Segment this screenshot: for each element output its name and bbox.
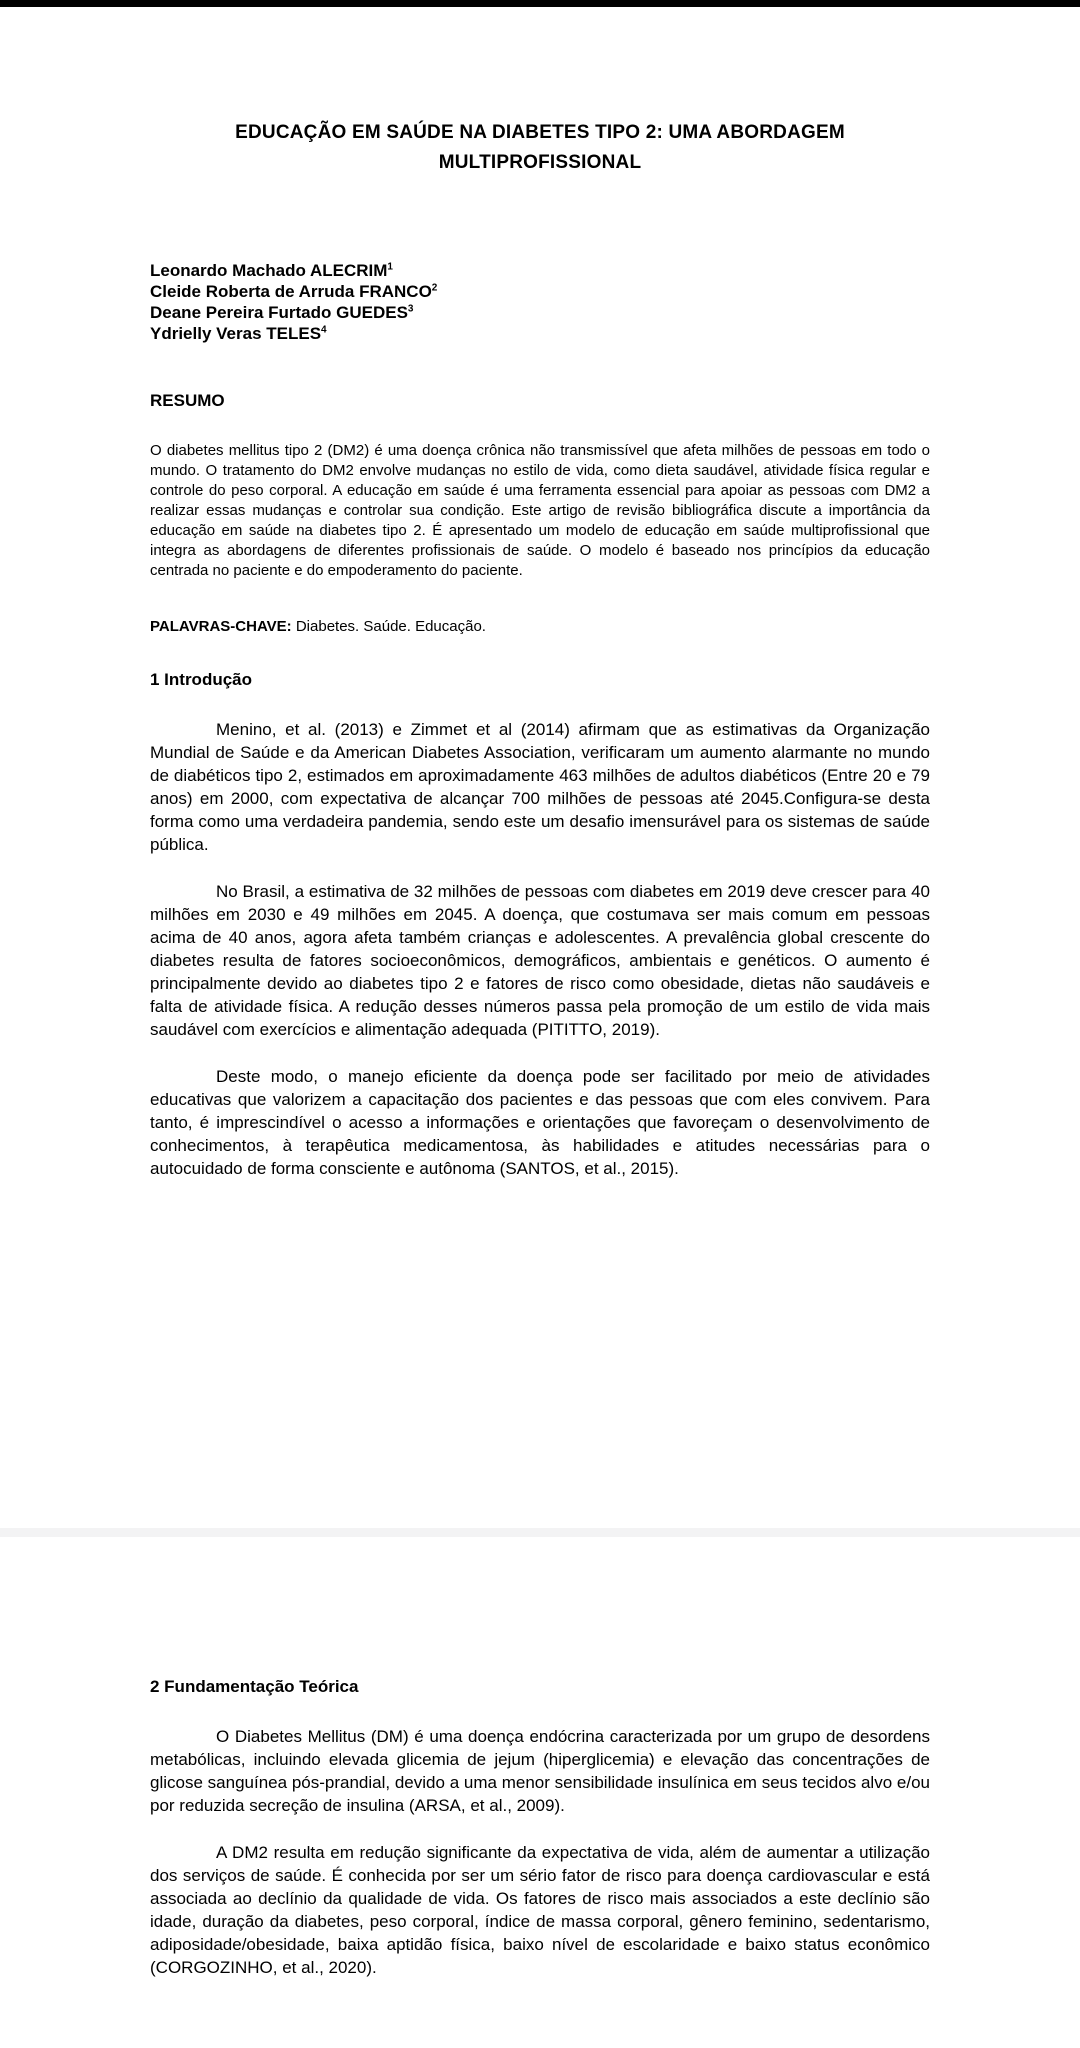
author-line xyxy=(150,260,930,281)
paragraph: O Diabetes Mellitus (DM) é uma doença endócrina caracterizada por um grupo de desordens metabólicas, incluindo elevada glicemia de jejum (hiperglicemia) e elevação das concentrações de glicose sanguínea pós-prandial, devido a uma menor sensibilidade insulínica em seus tecidos alvo e/ou por reduzida secreção de insulina (ARSA, et al., 2009). xyxy=(150,1727,930,1815)
author-superscript: 3 xyxy=(407,303,414,315)
author-name: Deane Pereira Furtado GUEDES xyxy=(150,303,408,322)
author-superscript: 4 xyxy=(321,324,327,336)
abstract-text: O diabetes mellitus tipo 2 (DM2) é uma doença crônica não transmissível que afeta milhões de pessoas em todo o mundo. O tratamento do DM2 envolve mudanças no estilo de vida, como dieta saudável, atividade física regular e controle do peso corporal. A educação em saúde é uma ferramenta essencial para apoiar as pessoas com DM2 a realizar essas mudanças e controlar sua condição. Este artigo de revisão bibliográfica discute a importância da educação em saúde na diabetes tipo 2. É apresentado um modelo de educação em saúde multiprofissional que integra as abordagens de diferentes profissionais de saúde. O modelo é baseado nos princípios da educação centrada no paciente e do empoderamento do paciente. xyxy=(150,442,930,579)
author-line xyxy=(150,302,930,323)
document-page-2 xyxy=(0,1537,1080,2048)
section-heading-fundamentacao: 2 Fundamentação Teórica xyxy=(150,1677,359,1696)
page-title: EDUCAÇÃO EM SAÚDE NA DIABETES TIPO 2: UMA ABORDAGEM MULTIPROFISSIONAL xyxy=(235,122,845,173)
top-bar xyxy=(0,0,1080,7)
author-line xyxy=(150,281,930,302)
paragraph: No Brasil, a estimativa de 32 milhões de pessoas com diabetes em 2019 deve crescer para 40 milhões em 2030 e 49 milhões em 2045. A doença, que costumava ser mais comum em pessoas acima de 40 anos, agora afeta também crianças e adolescentes. A prevalência global crescente do diabetes resulta de fatores socioeconômicos, demográficos, ambientais e genéticos. O aumento é principalmente devido ao diabetes tipo 2 e fatores de risco como obesidade, dietas não saudáveis e falta de atividade física. A redução desses números passa pela promoção de um estilo de vida mais saudável com exercícios e alimentação adequada (PITITTO, 2019). xyxy=(150,882,930,1039)
author-name: Ydrielly Veras TELES xyxy=(150,324,322,343)
document-page-1 xyxy=(0,7,1080,1528)
author-line xyxy=(150,323,930,344)
paragraph: A DM2 resulta em redução significante da expectativa de vida, além de aumentar a utilização dos serviços de saúde. É conhecida por ser um sério fator de risco para doença cardiovascular e está associada ao declínio da qualidade de vida. Os fatores de risco mais associados a este declínio são idade, duração da diabetes, peso corporal, índice de massa corporal, gênero feminino, sedentarismo, adiposidade/obesidade, baixa aptidão física, baixo nível de escolaridade e baixo status econômico (CORGOZINHO, et al., 2020). xyxy=(150,1843,930,1977)
author-name: Cleide Roberta de Arruda FRANCO xyxy=(150,282,432,301)
keywords-label: PALAVRAS-CHAVE: xyxy=(150,618,292,635)
paragraph: Menino, et al. (2013) e Zimmet et al (2014) afirmam que as estimativas da Organização Mundial de Saúde e da American Diabetes Association, verificaram um aumento alarmante no mundo de diabéticos tipo 2, estimados em aproximadamente 463 milhões de adultos diabéticos (Entre 20 e 79 anos) em 2000, com expectativa de alcançar 700 milhões de pessoas até 2045.Configura-se desta forma como uma verdadeira pandemia, sendo este um desafio imensurável para os sistemas de saúde pública. xyxy=(150,720,930,854)
keywords-line xyxy=(150,617,930,637)
author-superscript: 1 xyxy=(387,261,393,273)
author-superscript: 2 xyxy=(431,282,438,294)
author-name: Leonardo Machado ALECRIM xyxy=(150,261,388,280)
keywords-value: Diabetes. Saúde. Educação. xyxy=(291,618,486,635)
section-heading-introducao: 1 Introdução xyxy=(150,670,253,689)
page-divider xyxy=(0,1528,1080,1537)
paragraph: Deste modo, o manejo eficiente da doença pode ser facilitado por meio de atividades educativas que valorizem a capacitação dos pacientes e das pessoas que com eles convivem. Para tanto, é imprescindível o acesso a informações e orientações que favoreçam o desenvolvimento de conhecimentos, à terapêutica medicamentosa, às habilidades e atitudes necessárias para o autocuidado de forma consciente e autônoma (SANTOS, et al., 2015). xyxy=(150,1067,930,1178)
authors-block xyxy=(150,260,930,344)
resumo-heading: RESUMO xyxy=(150,391,225,410)
